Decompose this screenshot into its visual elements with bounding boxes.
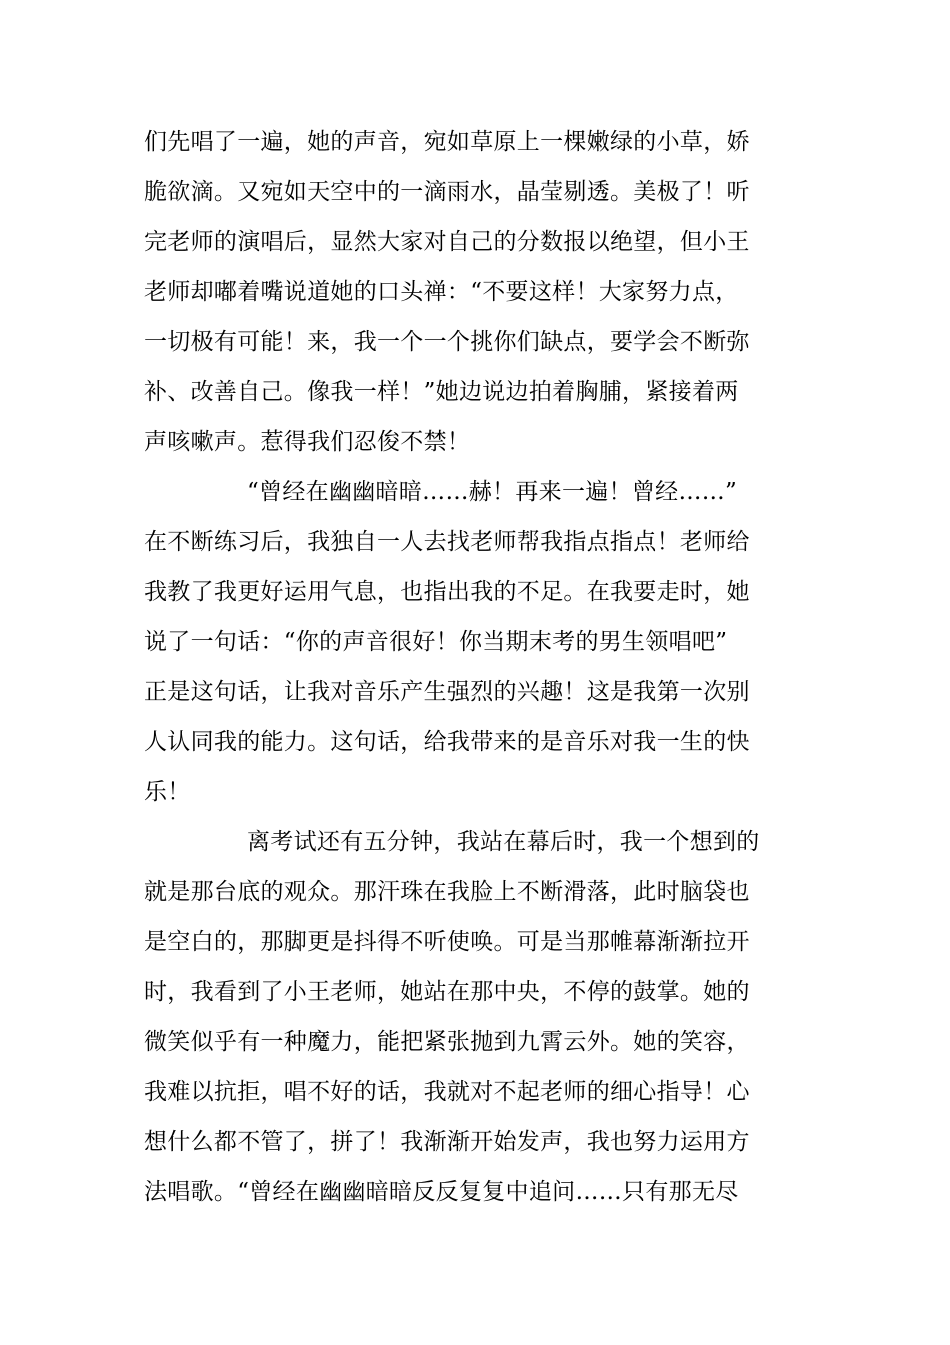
text-line: “曾经在幽幽暗暗……赫！再来一遍！曾经……” <box>247 479 738 505</box>
text-line: 人认同我的能力。这句话，给我带来的是音乐对我一生的快 <box>144 729 750 755</box>
text-line: 是空白的，那脚更是抖得不听使唤。可是当那帷幕渐渐拉开 <box>144 929 750 955</box>
text-line: 法唱歌。“曾经在幽幽暗暗反反复复中追问……只有那无尽 <box>144 1179 739 1205</box>
text-line: 乐！ <box>144 779 191 805</box>
text-line: 完老师的演唱后，显然大家对自己的分数报以绝望，但小王 <box>144 229 750 255</box>
text-line: 老师却嘟着嘴说道她的口头禅：“不要这样！大家努力点， <box>144 279 739 305</box>
text-line: 正是这句话，让我对音乐产生强烈的兴趣！这是我第一次别 <box>144 679 750 705</box>
text-line: 说了一句话：“你的声音很好！你当期末考的男生领唱吧” <box>144 629 728 655</box>
text-line: 我难以抗拒，唱不好的话，我就对不起老师的细心指导！心 <box>144 1079 750 1105</box>
text-line: 我教了我更好运用气息，也指出我的不足。在我要走时，她 <box>144 579 750 605</box>
text-line: 就是那台底的观众。那汗珠在我脸上不断滑落，此时脑袋也 <box>144 879 750 905</box>
text-line: 补、改善自己。像我一样！”她边说边拍着胸脯，紧接着两 <box>144 379 739 405</box>
text-line: 离考试还有五分钟，我站在幕后时，我一个想到的 <box>247 829 760 855</box>
text-line: 一切极有可能！来，我一个一个挑你们缺点，要学会不断弥 <box>144 329 750 355</box>
text-line: 想什么都不管了，拼了！我渐渐开始发声，我也努力运用方 <box>144 1129 750 1155</box>
text-line: 时，我看到了小王老师，她站在那中央，不停的鼓掌。她的 <box>144 979 750 1005</box>
text-line: 脆欲滴。又宛如天空中的一滴雨水，晶莹剔透。美极了！听 <box>144 179 750 205</box>
text-line: 微笑似乎有一种魔力，能把紧张抛到九霄云外。她的笑容， <box>144 1029 750 1055</box>
text-line: 在不断练习后，我独自一人去找老师帮我指点指点！老师给 <box>144 529 750 555</box>
text-line: 声咳嗽声。惹得我们忍俊不禁！ <box>144 429 471 455</box>
text-line: 们先唱了一遍，她的声音，宛如草原上一棵嫩绿的小草，娇 <box>144 129 750 155</box>
